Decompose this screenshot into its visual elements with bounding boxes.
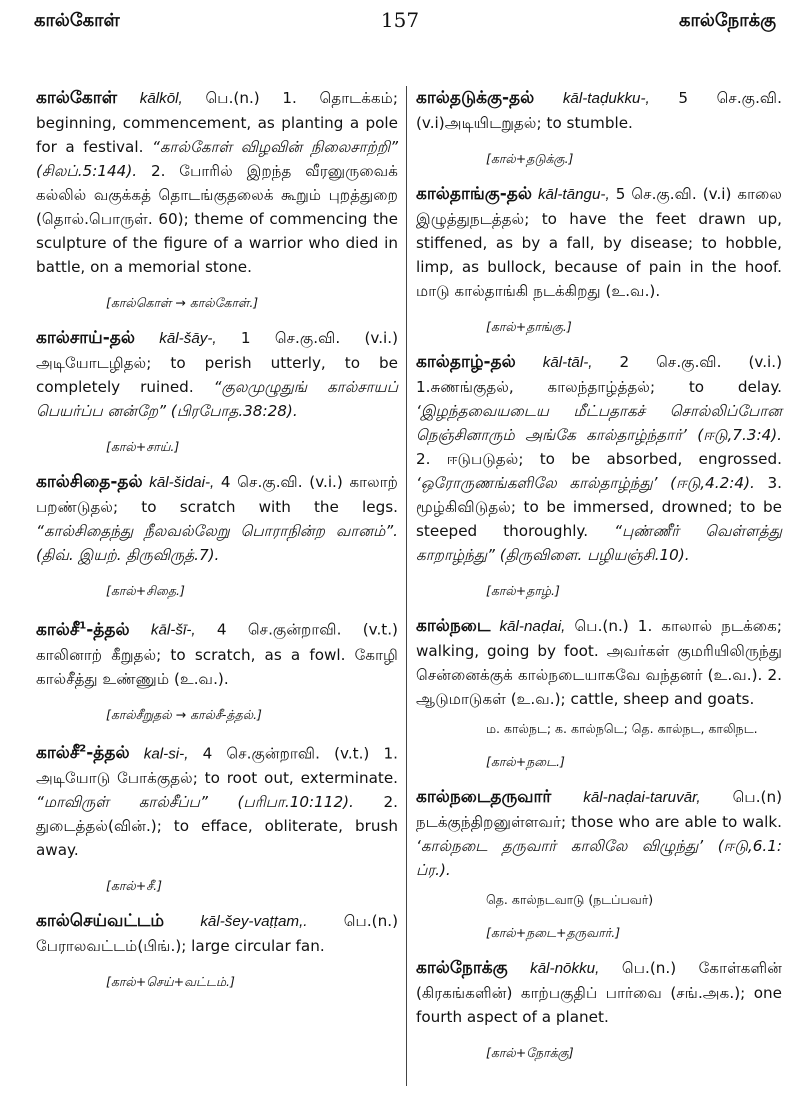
etymology: [கால்+நடை.] (486, 754, 565, 769)
definition: 5 செ.கு.வி. (v.i)அடியிடறுதல்; to stumble. (416, 89, 782, 132)
headword (36, 743, 130, 763)
transliteration: kāl-šey-vaṭṭam,. (200, 913, 308, 931)
headword: கால்தாழ்-தல் (416, 352, 516, 372)
transliteration: kāl-taḍukku-, (562, 90, 650, 107)
column-divider (406, 86, 407, 1086)
dictionary-entry (36, 909, 398, 958)
headword (36, 620, 130, 640)
etymology: [கால்+தாங்கு.] (486, 319, 572, 334)
etymology: [கால்+சாய்.] (106, 439, 180, 454)
dictionary-entry (36, 738, 398, 863)
etymology: [கால்+சீ.] (106, 878, 163, 894)
quotation: ‘கால்நடை தருவார் காலிலே விழுந்து’ (ஈடு,6.1: ப்ர.). (416, 837, 782, 879)
definition: பெ.(n.) 1. தொடக்கம்; beginning, commencement, as planting a pole for a festival. (36, 89, 399, 156)
etymology: [கால்கொள் → கால்கோள்.] (106, 295, 259, 310)
headword: கால்நடைதருவார் (416, 787, 552, 807)
headword: கால்கோள் (36, 88, 118, 108)
definition: பெ.(n.) கோள்களின் (கிரகங்களின்) காற்பகுதிப் பார்வை (சங்.அக.); one fourth aspect of a planet. (416, 959, 783, 1026)
dictionary-entry (416, 614, 782, 711)
definition: பெ.(n.) பேராலவட்டம்(பிங்.); large circular fan. (36, 912, 398, 956)
quotation: “புண்ணீர் வெள்ளத்து காறாழ்ந்து” (திருவிளை. பழியஞ்சி.10). (416, 522, 782, 564)
transliteration: kāl-naḍai, (499, 618, 566, 635)
definition: பெ.(n) நடக்குந்திறனுள்ளவர்; those who are able to walk. (416, 788, 783, 831)
headword: கால்தடுக்கு-தல் (416, 88, 535, 108)
etymology: [கால்+நடை+தருவார்.] (486, 925, 621, 940)
dictionary-entry (36, 86, 398, 279)
definition: 2. துடைத்தல்(வின்.); to efface, obliterate, brush away. (36, 793, 398, 860)
homonym-number: 1 (79, 620, 87, 631)
definition: 3. மூழ்கிவிடுதல்; to be immersed, drowned; to be steeped thoroughly. (416, 474, 783, 540)
headword: கால்நோக்கு (416, 958, 508, 978)
definition: 4 செ.கு.வி. (v.i.) காலாற் பறண்டுதல்; to scratch with the legs. (36, 473, 398, 516)
etymology: [கால்+சிதை.] (106, 583, 185, 598)
transliteration: kāl-naḍai-taruvār, (583, 789, 701, 806)
quotation: “கால்சிதைந்து நீலவல்லேறு பொராநின்ற வானம்”. (திவ். இயற். திருவிருத்.7). (36, 522, 398, 564)
right-guide-word: கால்நோக்கு (679, 10, 776, 31)
definition: 4 செ.குன்றாவி. (v.t.) காலினாற் கீறுதல்; to scratch, as a fowl. கோழி கால்சீத்து உண்ணும் (உ.வ.). (36, 620, 398, 688)
dictionary-entry (416, 350, 782, 567)
quotation: ‘இழந்தவையடைய மீட்பதாகச் சொல்லிப்போன நெஞ்சினாரும் அங்கே கால்தாழ்ந்தார்’ (ஈடு,7.3:4). (416, 402, 782, 444)
definition: 1 செ.கு.வி. (v.i.) அடியோடழிதல்; to perish utterly, to be completely ruined. (36, 329, 399, 396)
etymology: [கால்+தடுக்கு.] (486, 151, 574, 166)
page-number: 157 (380, 8, 420, 32)
definition: 4 செ.குன்றாவி. (v.t.) 1. அடியோடு போக்குதல்; to root out, exterminate. (36, 744, 398, 788)
definition: 2 செ.கு.வி. (v.i.) 1.சுணங்குதல், காலந்தாழ்த்தல்; to delay. (416, 353, 783, 396)
definition: 2. ஈடுபடுதல்; to be absorbed, engrossed. (416, 450, 782, 468)
right-column (416, 86, 782, 1076)
left-column (36, 86, 398, 1005)
quotation: ‘ஒரோருணங்களிலே கால்தாழ்ந்து’ (ஈடு,4.2:4). (416, 474, 755, 492)
transliteration: kal-si-, (143, 745, 189, 763)
transliteration: kāl-šī-, (150, 621, 196, 639)
headword-stem: கால்சீ (36, 743, 80, 764)
quotation: “மாவிருள் கால்சீப்ப” (பரிபா.10:112). (36, 793, 354, 812)
dictionary-entry (36, 470, 398, 567)
transliteration: kāl-šidai-, (149, 474, 215, 491)
left-guide-word: கால்கோள் (34, 10, 120, 31)
dictionary-entry (416, 785, 782, 882)
etymology: [கால்+தாழ்.] (486, 583, 560, 598)
headword-suffix: -த்தல் (86, 619, 130, 640)
transliteration: kāl-nōkku, (530, 960, 600, 977)
dictionary-entry (36, 326, 398, 423)
cognates: தெ. கால்நடவாடு (நடப்பவர்) (486, 892, 654, 907)
dictionary-entry (416, 182, 782, 303)
transliteration: kāl-šāy-, (159, 330, 217, 347)
transliteration: kāl-tāl-, (542, 354, 593, 371)
homonym-number: 2 (79, 743, 87, 755)
headword: கால்தாங்கு-தல் (416, 184, 532, 204)
dictionary-entry (36, 614, 398, 691)
headword-suffix: -த்தல் (86, 743, 130, 764)
transliteration: kālkōl, (139, 90, 183, 107)
transliteration: kāl-tāngu-, (537, 186, 610, 203)
headword: கால்நடை (416, 616, 491, 636)
etymology: [கால்சீறுதல் → கால்சீ-த்தல்.] (106, 706, 262, 722)
cognates: ம. கால்நட; க. கால்நடெ; தெ. கால்நட, காலிநட. (486, 721, 758, 736)
etymology: [கால்+நோக்கு] (486, 1045, 574, 1060)
definition: பெ.(n.) 1. காலால் நடக்கை; walking, going by foot. அவர்கள் குமரியிலிருந்து சென்னைக்குக் கால்நடையாகவே வந்தனர் (உ.வ.). 2. ஆடுமாடுகள் (உ.வ.); cattle, sheep and goats. (416, 617, 783, 708)
definition: 2. போரில் இறந்த வீரனுருவைக் கல்லில் வகுக்கத் தொடங்குதலைக் கூறும் புறத்துறை (தொல்.பொருள். 60); theme of commencing the sculpture of the figure of a warrior who died in battle, on a memorial stone. (36, 162, 398, 276)
headword-stem: கால்சீ (36, 619, 80, 640)
headword: கால்செய்வட்டம் (36, 911, 165, 932)
etymology: [கால்+செய்+வட்டம்.] (106, 974, 235, 990)
dictionary-entry (416, 86, 782, 135)
dictionary-entry (416, 956, 782, 1029)
headword: கால்சிதை-தல் (36, 472, 143, 492)
headword: கால்சாய்-தல் (36, 328, 135, 348)
page-header (0, 6, 800, 46)
quotation: “கால்கோள் விழவின் நிலைசாற்றி” (சிலப்.5:144). (36, 138, 398, 180)
quotation: “குலமுழுதுங் கால்சாயப் பெயர்ப்ப னன்றே” (பிரபோத.38:28). (36, 378, 398, 420)
definition: 5 செ.கு.வி. (v.i) காலை இழுத்துநடத்தல்; to have the feet drawn up, stiffened, as by a fall, by disease; to hobble, limp, as bullock, because of pain in the hoof. மாடு கால்தாங்கி நடக்கிறது (உ.வ.). (416, 185, 783, 300)
